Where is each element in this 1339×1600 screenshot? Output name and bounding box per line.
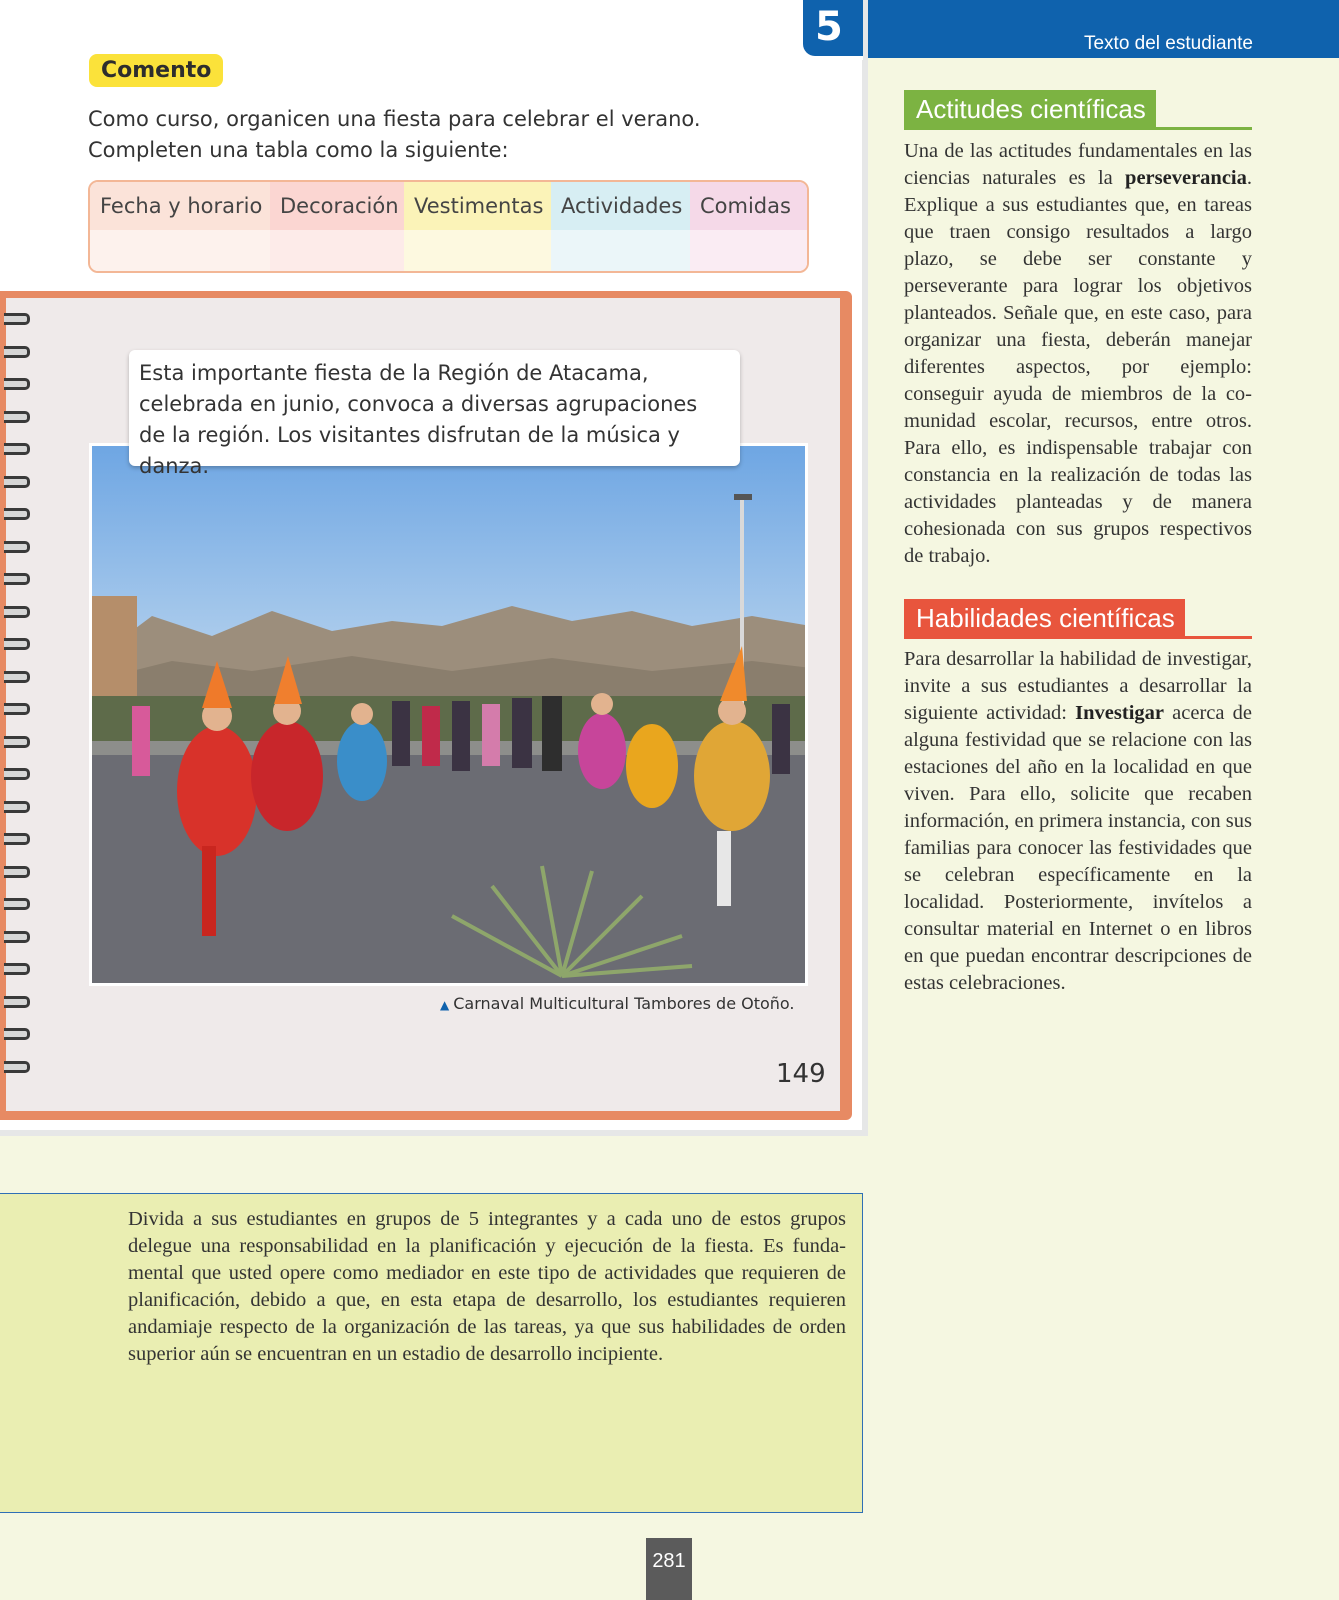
spiral-ring — [4, 541, 30, 553]
table-cell-comidas — [690, 230, 807, 271]
table-header-actividades: Actividades — [551, 182, 690, 230]
spiral-ring — [4, 1028, 30, 1040]
activity-intro: Como curso, organicen una fiesta para celebrar el verano. Completen una tabla como la siguiente: — [88, 107, 701, 162]
table-cell-fecha — [90, 230, 270, 271]
spiral-ring — [4, 508, 30, 520]
habilidades-text — [904, 646, 1252, 997]
spiral-ring — [4, 476, 30, 488]
teacher-note-box — [0, 1193, 863, 1513]
spiral-ring — [4, 703, 30, 715]
notebook-page-number: 149 — [776, 1059, 826, 1089]
table-cell-vestimentas — [404, 230, 551, 271]
spiral-ring — [4, 313, 30, 325]
table-column-comidas — [690, 182, 807, 271]
table-column-actividades — [551, 182, 690, 271]
teacher-note-text: Divida a sus estudiantes en grupos de 5 integrantes y a cada uno de estos grupos delegue una responsabilidad en la planificación y ejecución de la fiesta. Es fundamental que usted opere como mediador en este tipo de actividades que requieren de planificación, debido a que, en esta etapa de desarrollo, los estudiantes requieren andamiaje respecto de la organización de las tareas, ya que sus habilidades de orden superior aún se encuentran en un estadio de desarrollo incipiente. — [128, 1208, 846, 1365]
speech-bubble: Esta importante fiesta de la Región de Atacama, celebrada en junio, convoca a diversas agrupaciones de la región. Los visitantes disfrutan de la música y danza. — [129, 350, 740, 466]
table-header-vestimentas: Vestimentas — [404, 182, 551, 230]
table-header-fecha: Fecha y horario — [90, 182, 270, 230]
table-column-fecha — [90, 182, 270, 271]
spiral-ring — [4, 768, 30, 780]
page-number: 281 — [646, 1538, 692, 1600]
spiral-ring — [4, 931, 30, 943]
actitudes-text — [904, 138, 1252, 570]
comento-badge: Comento — [89, 54, 223, 87]
spiral-ring — [4, 671, 30, 683]
spiral-ring — [4, 996, 30, 1008]
spiral-ring — [4, 801, 30, 813]
spiral-ring — [4, 736, 30, 748]
spiral-ring — [4, 346, 30, 358]
spiral-ring — [4, 443, 30, 455]
student-page — [0, 0, 868, 1136]
table-column-vestimentas — [404, 182, 551, 271]
actitudes-text-start: Una de las actitudes fundamentales en las ciencias naturales es la — [904, 140, 1252, 189]
unit-tab — [799, 0, 863, 60]
carnival-photo — [89, 443, 808, 986]
actitudes-text-end: . Explique a sus estudiantes que, en tareas que traen consigo resultados a largo plazo, se debe ser constante y perseverante para lograr los objetivos planteados. Señale que, en este caso, para organizar una fiesta, deberán manejar diferentes aspectos, por ejemplo: conseguir ayuda de miembros de la comunidad escolar, recursos, entre otros. Para ello, es indispensable trabajar con constancia en la realización de todas las actividades planteadas y de manera cohesionada con sus grupos respectivos de trabajo. — [904, 167, 1252, 567]
header-bar — [861, 0, 1339, 58]
spiral-ring — [4, 898, 30, 910]
table-header-decoracion: Decoración — [270, 182, 404, 230]
spiral-ring — [4, 606, 30, 618]
spiral-ring — [4, 573, 30, 585]
spiral-ring — [4, 833, 30, 845]
planning-table — [88, 180, 809, 273]
spiral-ring — [4, 411, 30, 423]
actitudes-title: Actitudes científicas — [904, 90, 1156, 129]
notebook-spiral — [0, 313, 34, 1093]
habilidades-underline — [904, 636, 1252, 639]
habilidades-title: Habilidades científicas — [904, 599, 1185, 638]
spiral-ring — [4, 638, 30, 650]
spiral-ring — [4, 1061, 30, 1073]
caption-triangle-icon: ▲ — [440, 998, 450, 1012]
carnival-photo-illustration — [92, 446, 808, 986]
actitudes-underline — [904, 127, 1252, 130]
spiral-ring — [4, 866, 30, 878]
photo-caption-text: Carnaval Multicultural Tambores de Otoño. — [453, 994, 795, 1013]
actitudes-keyword: perseverancia — [1125, 167, 1247, 189]
table-column-decoracion — [270, 182, 404, 271]
habilidades-keyword: Investigar — [1075, 702, 1164, 724]
header-title: Texto del estudiante — [1083, 33, 1253, 54]
spiral-ring — [4, 378, 30, 390]
table-header-comidas: Comidas — [690, 182, 807, 230]
photo-caption — [440, 994, 795, 1013]
habilidades-text-end: acerca de alguna festividad que se relacione con las estaciones del año en la localidad en que viven. Para ello, solicite que recaben información, en primera instancia, con sus familias para conocer las festividades que se celebran específicamente en la localidad. Posteriormente, invítelos a consultar material en Internet o en libros en que puedan encontrar descripciones de estas celebraciones. — [904, 702, 1252, 994]
spiral-ring — [4, 963, 30, 975]
table-cell-decoracion — [270, 230, 404, 271]
unit-number: 5 — [815, 4, 843, 50]
habilidades-text-start: Para desarrollar la habilidad de investigar, invite a sus estudiantes a desarrollar la siguiente actividad: — [904, 648, 1252, 724]
table-cell-actividades — [551, 230, 690, 271]
